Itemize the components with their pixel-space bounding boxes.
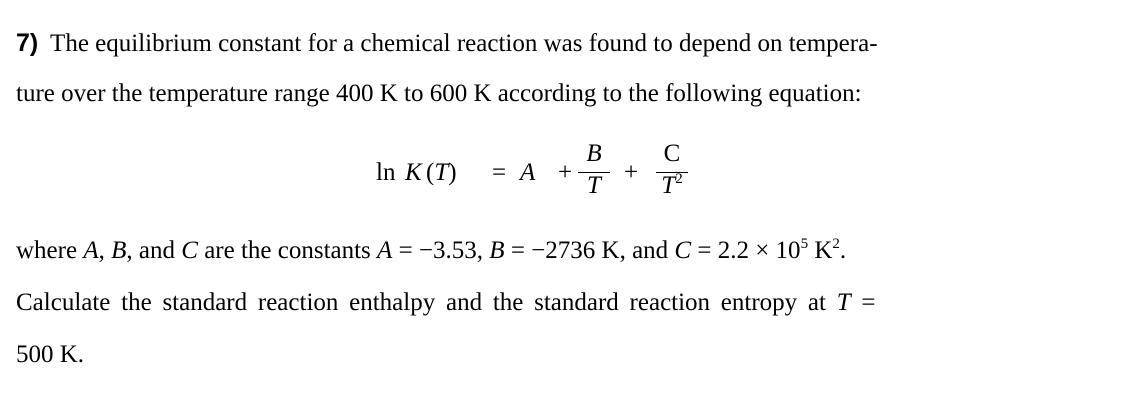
eq-T-arg: T bbox=[434, 159, 449, 186]
l3-p4: are the constants bbox=[197, 237, 378, 264]
l3-A2: A bbox=[377, 237, 393, 264]
l3-C2: C bbox=[674, 237, 692, 264]
eq-frac1-denominator: T bbox=[587, 172, 601, 199]
eq-plus-2: + bbox=[624, 159, 639, 186]
l3-p5: = −3.53, bbox=[392, 237, 490, 264]
eq-A: A bbox=[520, 159, 536, 186]
l3-A: A bbox=[83, 237, 99, 264]
l3-p2: , bbox=[98, 237, 112, 264]
l3-p7: = 2.2 × 10 bbox=[691, 237, 801, 264]
eq-ln: ln bbox=[376, 159, 396, 186]
eq-frac2-denominator: T bbox=[661, 172, 676, 199]
eq-K: K bbox=[405, 159, 422, 186]
eq-plus-1: + bbox=[558, 159, 573, 186]
problem-line-3 bbox=[16, 236, 846, 266]
l3-C: C bbox=[181, 237, 198, 264]
l4-p1: Calculate the standard reaction enthalpy and the standard reaction entropy at bbox=[16, 289, 837, 316]
eq-frac2-numerator: C bbox=[663, 140, 681, 167]
problem-line-2: ture over the temperature range 400 K to 600 K according to the following equation: bbox=[16, 80, 862, 107]
question-number: 7) bbox=[16, 29, 39, 57]
problem-line-1 bbox=[16, 28, 878, 59]
l3-p6: = −2736 K, and bbox=[504, 237, 675, 264]
l3-p1: where bbox=[16, 237, 84, 264]
l3-p8: K bbox=[808, 237, 833, 264]
eq-arg-wrap: (T) bbox=[426, 159, 457, 186]
eq-fraction-c-over-t2 bbox=[652, 138, 692, 208]
l4-T: T bbox=[836, 289, 851, 316]
eq-fraction-b-over-t bbox=[574, 138, 614, 208]
problem-line-5: 500 K. bbox=[16, 341, 85, 368]
eq-frac1-numerator: B bbox=[586, 140, 602, 167]
eq-equals: = bbox=[492, 159, 507, 186]
l3-exp1: 5 bbox=[800, 236, 809, 252]
l4-p2: = bbox=[850, 289, 876, 316]
l3-B: B bbox=[111, 237, 127, 264]
l3-p3: , and bbox=[126, 237, 182, 264]
problem-line-4 bbox=[16, 288, 875, 318]
line-1-text: The equilibrium constant for a chemical reaction was found to depend on tempera- bbox=[50, 30, 878, 57]
eq-frac2-denominator-wrap bbox=[652, 172, 692, 200]
l3-p9: . bbox=[839, 237, 847, 264]
eq-frac2-exponent: 2 bbox=[675, 171, 683, 187]
l3-B2: B bbox=[489, 237, 505, 264]
l3-exp2: 2 bbox=[832, 236, 840, 252]
